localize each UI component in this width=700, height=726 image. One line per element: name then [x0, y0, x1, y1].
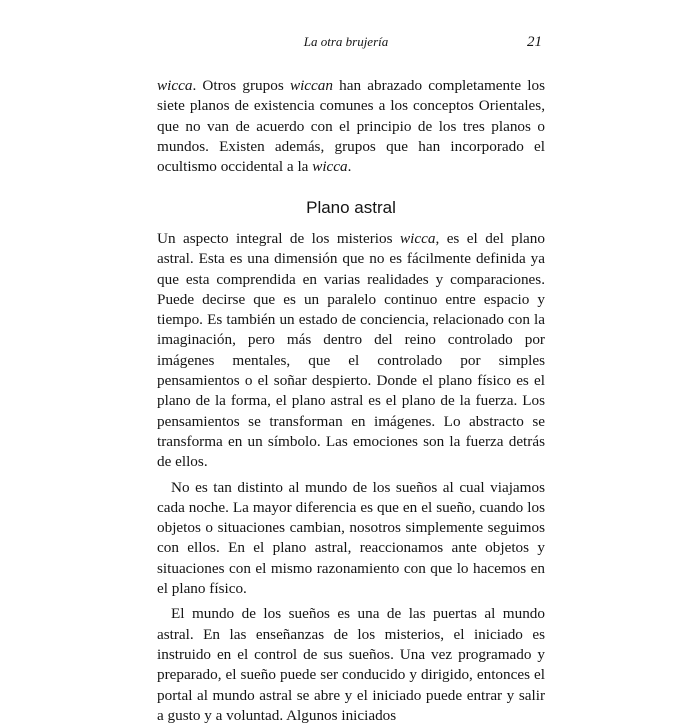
- intro-text-block: [157, 76, 545, 177]
- body-paragraph: [157, 478, 545, 600]
- text-run: .: [347, 158, 352, 176]
- intro-paragraph: [157, 76, 545, 177]
- body-paragraph: [157, 604, 545, 726]
- text-run: El mundo de los sueños es una de las puertas al mundo astral. En las enseñanzas de los misterios, el iniciado es instruido en el control de sus sueños. Una vez programado y preparado, el sueño puede ser conducido y dirigido, entonces el portal al mundo astral se abre y el iniciado puede entrar y salir a gusto y a voluntad. Algunos iniciados: [157, 605, 545, 724]
- italic-term: wicca: [312, 158, 348, 176]
- running-title: La otra brujería: [303, 34, 389, 49]
- text-run: No es tan distinto al mundo de los sueños al cual viajamos cada noche. La mayor diferencia es que en el sueño, cuando los objetos o situaciones cambian, nosotros simplemente seguimos con ellos. En el plano astral, reaccionamos ante objetos y situaciones con el mismo razonamiento con que lo hacemos en el plano físico.: [157, 478, 545, 598]
- text-run: , es el del plano astral. Esta es una dimensión que no es fácilmente definida ya que esta comprendida en varias realidades y comparaciones. Puede decirse que es un paralelo continuo entre espacio y tiempo. Es también un estado de conciencia, relacionado con la imaginación, pero más dentro del reino controlado por imágenes mentales, que el controlado por simples pensamientos o el soñar despierto. Donde el plano físico es el plano de la forma, el plano astral es el plano de la fuerza. Los pensamientos se transforman en imágenes. Lo abstracto se transforma en un símbolo. Las emociones son la fuerza detrás de ellos.: [157, 230, 545, 471]
- section-body: [157, 229, 545, 726]
- section-heading: Plano astral: [306, 198, 396, 217]
- italic-term: wicca: [157, 77, 193, 94]
- body-paragraph: [157, 229, 545, 473]
- text-run: han abrazado completamente los siete planos de existencia comunes a los conceptos Orientales, que no van de acuerdo con el principio de los tres planos o mundos. Existen además, grupos que han incorporado el ocultismo occidental a la: [157, 77, 545, 176]
- page-number: 21: [527, 34, 542, 50]
- running-head: [150, 32, 542, 54]
- italic-term: wicca: [400, 230, 436, 247]
- italic-term: wiccan: [289, 77, 333, 94]
- text-run: Un aspecto integral de los misterios: [157, 230, 400, 247]
- text-run: . Otros grupos: [192, 77, 290, 94]
